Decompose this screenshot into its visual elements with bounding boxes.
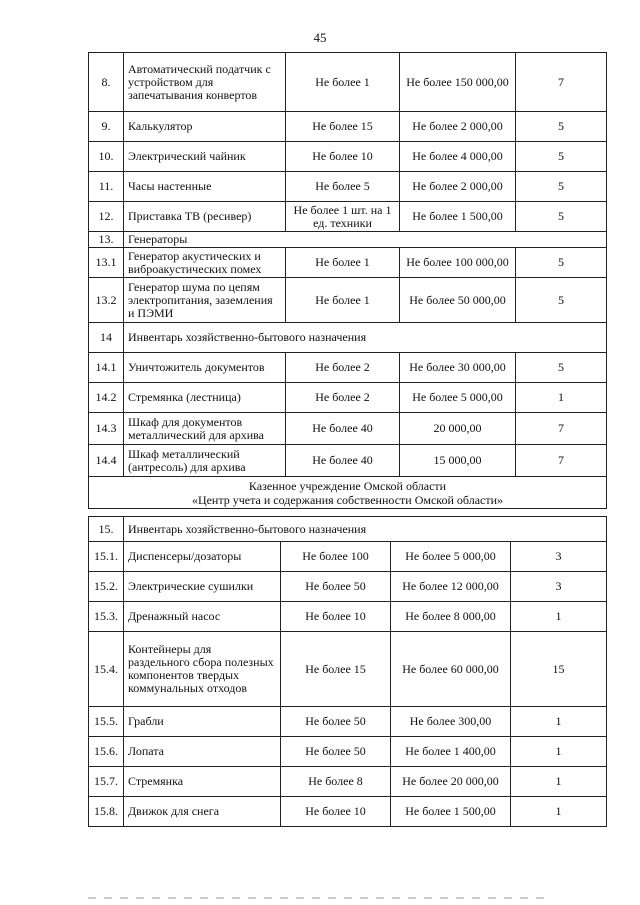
row-number: 15.3. — [89, 602, 124, 632]
item-service-life: 7 — [516, 53, 607, 112]
row-number: 8. — [89, 53, 124, 112]
item-quantity: Не более 50 — [281, 572, 391, 602]
table-row — [89, 445, 607, 477]
item-name: Уничтожитель документов — [124, 353, 286, 383]
row-number: 14.1 — [89, 353, 124, 383]
section-row — [89, 232, 607, 248]
item-name: Электрический чайник — [124, 142, 286, 172]
item-price: Не более 8 000,00 — [391, 602, 511, 632]
item-service-life: 7 — [516, 445, 607, 477]
row-number: 15.5. — [89, 707, 124, 737]
table-row — [89, 278, 607, 323]
item-name: Калькулятор — [124, 112, 286, 142]
item-price: Не более 4 000,00 — [400, 142, 516, 172]
item-service-life: 3 — [511, 572, 607, 602]
item-quantity: Не более 15 — [281, 632, 391, 707]
table-row — [89, 632, 607, 707]
table-row — [89, 767, 607, 797]
organization-line-1: Казенное учреждение Омской области — [248, 478, 447, 493]
table-row — [89, 248, 607, 278]
inventory-table — [88, 516, 607, 827]
table-row — [89, 172, 607, 202]
item-price: Не более 1 500,00 — [391, 797, 511, 827]
item-name: Контейнеры для раздельного сбора полезных компонентов твердых коммунальных отходов — [124, 632, 281, 707]
item-price: 15 000,00 — [400, 445, 516, 477]
item-service-life: 15 — [511, 632, 607, 707]
item-quantity: Не более 10 — [281, 602, 391, 632]
item-service-life: 1 — [511, 707, 607, 737]
item-quantity: Не более 5 — [286, 172, 400, 202]
table-row — [89, 602, 607, 632]
item-name: Дренажный насос — [124, 602, 281, 632]
item-quantity: Не более 2 — [286, 383, 400, 413]
organization-row — [89, 477, 607, 509]
item-price: Не более 1 400,00 — [391, 737, 511, 767]
item-service-life: 5 — [516, 278, 607, 323]
row-number: 11. — [89, 172, 124, 202]
item-quantity: Не более 2 — [286, 353, 400, 383]
item-name: Шкаф металлический (антресоль) для архива — [124, 445, 286, 477]
item-name: Диспенсеры/дозаторы — [124, 542, 281, 572]
item-price: Не более 150 000,00 — [400, 53, 516, 112]
section-number: 14 — [89, 323, 124, 353]
item-quantity: Не более 8 — [281, 767, 391, 797]
row-number: 15.1. — [89, 542, 124, 572]
item-name: Приставка ТВ (ресивер) — [124, 202, 286, 232]
item-name: Стремянка — [124, 767, 281, 797]
section-title: Инвентарь хозяйственно-бытового назначения — [124, 517, 607, 542]
item-service-life: 1 — [511, 737, 607, 767]
table-row — [89, 413, 607, 445]
item-name: Шкаф для документов металлический для архива — [124, 413, 286, 445]
equipment-table — [88, 52, 607, 509]
section-row — [89, 517, 607, 542]
item-name: Движок для снега — [124, 797, 281, 827]
item-service-life: 1 — [511, 797, 607, 827]
item-price: Не более 60 000,00 — [391, 632, 511, 707]
item-quantity: Не более 10 — [281, 797, 391, 827]
organization-header — [89, 477, 607, 509]
item-price: Не более 100 000,00 — [400, 248, 516, 278]
item-service-life: 5 — [516, 142, 607, 172]
item-price: Не более 2 000,00 — [400, 172, 516, 202]
item-price: Не более 1 500,00 — [400, 202, 516, 232]
item-service-life: 5 — [516, 248, 607, 278]
row-number: 15.2. — [89, 572, 124, 602]
item-quantity: Не более 1 шт. на 1 ед. техники — [286, 202, 400, 232]
organization-line-2: «Центр учета и содержания собственности Омской области» — [191, 492, 504, 507]
item-service-life: 5 — [516, 172, 607, 202]
item-name: Электрические сушилки — [124, 572, 281, 602]
item-price: Не более 5 000,00 — [400, 383, 516, 413]
row-number: 13.2 — [89, 278, 124, 323]
item-name: Стремянка (лестница) — [124, 383, 286, 413]
item-service-life: 3 — [511, 542, 607, 572]
item-price: 20 000,00 — [400, 413, 516, 445]
item-quantity: Не более 1 — [286, 278, 400, 323]
item-price: Не более 12 000,00 — [391, 572, 511, 602]
row-number: 13.1 — [89, 248, 124, 278]
item-price: Не более 300,00 — [391, 707, 511, 737]
item-quantity: Не более 1 — [286, 248, 400, 278]
row-number: 15.7. — [89, 767, 124, 797]
item-name: Автоматический податчик с устройством для запечатывания конвертов — [124, 53, 286, 112]
item-quantity: Не более 15 — [286, 112, 400, 142]
row-number: 15.6. — [89, 737, 124, 767]
row-number: 14.4 — [89, 445, 124, 477]
item-price: Не более 20 000,00 — [391, 767, 511, 797]
item-name: Лопата — [124, 737, 281, 767]
table-row — [89, 142, 607, 172]
item-quantity: Не более 50 — [281, 707, 391, 737]
item-service-life: 1 — [511, 767, 607, 797]
section-number: 15. — [89, 517, 124, 542]
row-number: 15.4. — [89, 632, 124, 707]
table-row — [89, 542, 607, 572]
item-quantity: Не более 10 — [286, 142, 400, 172]
section-title: Генераторы — [124, 232, 607, 248]
table-row — [89, 53, 607, 112]
table-row — [89, 383, 607, 413]
row-number: 14.3 — [89, 413, 124, 445]
table-row — [89, 737, 607, 767]
row-number: 15.8. — [89, 797, 124, 827]
row-number: 14.2 — [89, 383, 124, 413]
item-quantity: Не более 40 — [286, 413, 400, 445]
item-quantity: Не более 100 — [281, 542, 391, 572]
item-price: Не более 50 000,00 — [400, 278, 516, 323]
table-row — [89, 202, 607, 232]
table-row — [89, 112, 607, 142]
item-service-life: 5 — [516, 353, 607, 383]
item-price: Не более 2 000,00 — [400, 112, 516, 142]
item-service-life: 5 — [516, 112, 607, 142]
item-name: Генератор шума по цепям электропитания, заземления и ПЭМИ — [124, 278, 286, 323]
item-name: Часы настенные — [124, 172, 286, 202]
scan-artifact-line — [88, 897, 548, 899]
section-row — [89, 323, 607, 353]
item-service-life: 1 — [511, 602, 607, 632]
item-name: Генератор акустических и виброакустических помех — [124, 248, 286, 278]
table-row — [89, 572, 607, 602]
row-number: 9. — [89, 112, 124, 142]
row-number: 10. — [89, 142, 124, 172]
table-row — [89, 797, 607, 827]
row-number: 12. — [89, 202, 124, 232]
item-name: Грабли — [124, 707, 281, 737]
item-quantity: Не более 50 — [281, 737, 391, 767]
table-row — [89, 707, 607, 737]
section-number: 13. — [89, 232, 124, 248]
section-title: Инвентарь хозяйственно-бытового назначения — [124, 323, 607, 353]
item-quantity: Не более 40 — [286, 445, 400, 477]
item-service-life: 1 — [516, 383, 607, 413]
item-service-life: 5 — [516, 202, 607, 232]
item-quantity: Не более 1 — [286, 53, 400, 112]
item-price: Не более 30 000,00 — [400, 353, 516, 383]
page-number: 45 — [313, 30, 327, 45]
item-price: Не более 5 000,00 — [391, 542, 511, 572]
item-service-life: 7 — [516, 413, 607, 445]
table-row — [89, 353, 607, 383]
